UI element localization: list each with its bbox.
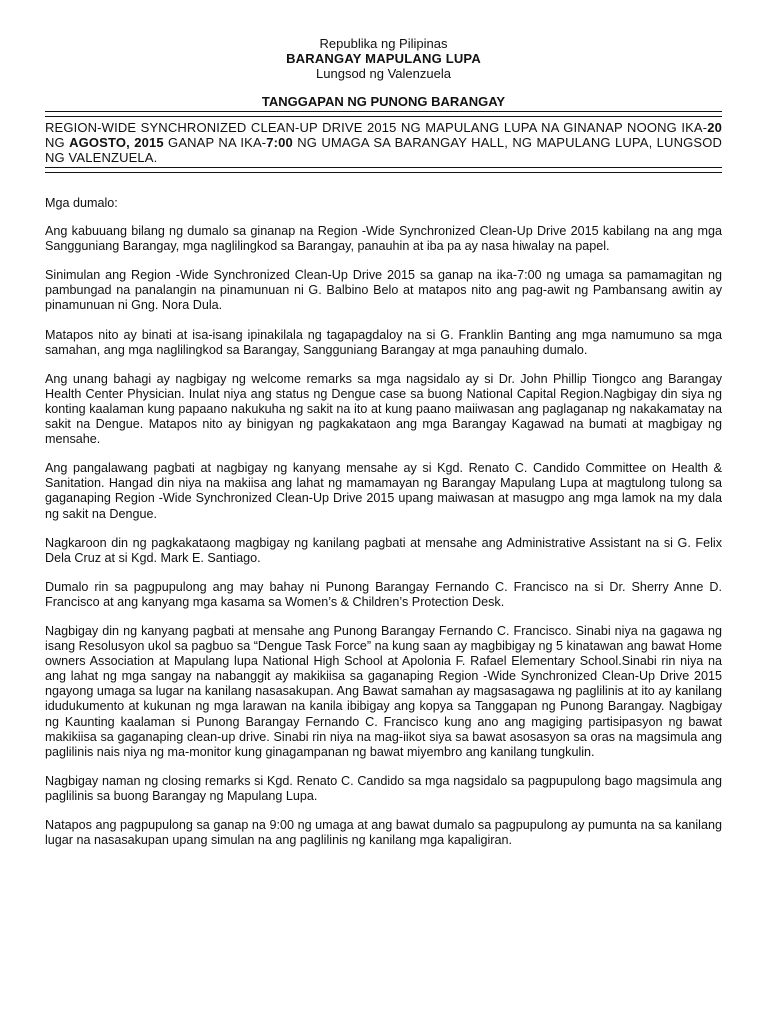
top-double-rule — [45, 111, 722, 117]
paragraph: Ang kabuuang bilang ng dumalo sa ginanap na Region -Wide Synchronized Clean-Up Drive 2015 kabilang na ang mga Sangguniang Barangay, mga naglilingkod sa Barangay, panauhin at iba pa ay nasa hiwalay na papel. — [45, 224, 722, 254]
paragraph: Sinimulan ang Region -Wide Synchronized Clean-Up Drive 2015 sa ganap na ika-7:00 ng umaga sa pamamagitan ng pambungad na panalangin na pinamunuan ni G. Balbino Belo at matapos nito ang pag-awit ng Pambansang awitin ay pinamunuan ni Gng. Nora Dula. — [45, 268, 722, 313]
paragraph: Nagbigay naman ng closing remarks si Kgd. Renato C. Candido sa mga nagsidalo sa pagpupulong bago magsimula ang paglilinis sa buong Barangay ng Mapulang Lupa. — [45, 773, 722, 803]
paragraph: Dumalo rin sa pagpupulong ang may bahay ni Punong Barangay Fernando C. Francisco na si Dr. Sherry Anne D. Francisco at ang kanyang mga kasama sa Women’s & Children’s Protection Desk. — [45, 579, 722, 609]
memo-document — [45, 36, 722, 862]
office-title: TANGGAPAN NG PUNONG BARANGAY — [261, 94, 506, 109]
subject-time: 7:00 — [266, 135, 293, 150]
republic-line: Republika ng Pilipinas — [319, 36, 448, 51]
bottom-double-rule — [45, 167, 722, 173]
subject-date: AGOSTO, 2015 — [69, 135, 164, 150]
subject-day: 20 — [707, 120, 722, 135]
paragraph: Nagkaroon din ng pagkakataong magbigay ng kanilang pagbati at mensahe ang Administrative Assistant na si G. Felix Dela Cruz at si Kgd. Mark E. Santiago. — [45, 535, 722, 565]
paragraph: Natapos ang pagpupulong sa ganap na 9:00 ng umaga at ang bawat dumalo sa pagpupulong ay pumunta na sa kanilang lugar na nasasakupan upang simulan na ang paglilinis ng kanilang mga kapaligiran. — [45, 818, 722, 848]
paragraph: Ang unang bahagi ay nagbigay ng welcome remarks sa mga nagsidalo ay si Dr. John Phillip Tiongco ang Barangay Health Center Physician. Inulat niya ang status ng Dengue case sa buong National Capital Region.Nagbigay din siya ng konting kaalaman kung papaano nakukuha ng sakit na ito at kung paano maiiwasan ang paglaganap ng nakakamatay na sakit na Dengue. Matapos nito ay binigyan ng pagkakataon ang mga Barangay Kagawad na bumati at magbigay ng mensahe. — [45, 371, 722, 447]
paragraph: Nagbigay din ng kanyang pagbati at mensahe ang Punong Barangay Fernando C. Francisco. Sinabi niya na gagawa ng isang Resolusyon ukol sa pagbuo sa “Dengue Task Force” na kung saan ay magbibigay ng 5 kinatawan ang bawat Home owners Association at Mapulang lupa National High School at Apolonia F. Rafael Elementary School.Sinabi rin niya na ang lahat ng mga sangay na nabanggit ay makikiisa sa gaganaping Region -Wide Synchronized Clean-Up Drive 2015 ngayong umaga sa lugar na kanilang nasasakupan. Ang Bawat samahan ay magsasagawa ng paglilinis at ito ay kanilang idudukumento at kukunan ng mga larawan na kanila ibibigay ang kopya sa Tanggapan ng Punong Barangay. Nagbigay ng Kaunting kaalaman si Punong Barangay Fernando C. Francisco kung ano ang magiging partisipasyon ng bawat makikiisa sa gaganaping clean-up drive. Sinabi rin niya na mag-iikot siya sa bawat asosasyon sa oras na magsimula ang paglilinis nais niya ng ma-monitor kung ginagampanan ng bawat miyembro ang kanilang tungkulin. — [45, 623, 722, 759]
barangay-name: BARANGAY MAPULANG LUPA — [286, 51, 481, 66]
paragraph: Matapos nito ay binati at isa-isang ipinakilala ng tagapagdaloy na si G. Franklin Banting ang mga namumuno sa mga samahan, ang mga naglilingkod sa Barangay, Sangguniang Barangay at mga panauhing dumalo. — [45, 327, 722, 357]
subject-heading: REGION-WIDE SYNCHRONIZED CLEAN-UP DRIVE 2015 NG MAPULANG LUPA NA GINANAP NOONG IKA-20 NG AGOSTO, 2015 GANAP NA IKA-7:00 NG UMAGA SA BARANGAY HALL, NG MAPULANG LUPA, LUNGSOD NG VALENZUELA. — [45, 120, 722, 165]
paragraph: Ang pangalawang pagbati at nagbigay ng kanyang mensahe ay si Kgd. Renato C. Candido Committee on Health & Sanitation. Hangad din niya na makiisa ang lahat ng mamamayan ng Barangay Mapulang Lupa at magtulong tulong sa gaganaping Region -Wide Synchronized Clean-Up Drive 2015 upang maiwasan at masugpo ang mga lamok na my dala ng sakit na Dengue. — [45, 461, 722, 521]
city-line: Lungsod ng Valenzuela — [316, 66, 451, 81]
memo-body — [45, 196, 722, 848]
greeting: Mga dumalo: — [45, 196, 118, 210]
